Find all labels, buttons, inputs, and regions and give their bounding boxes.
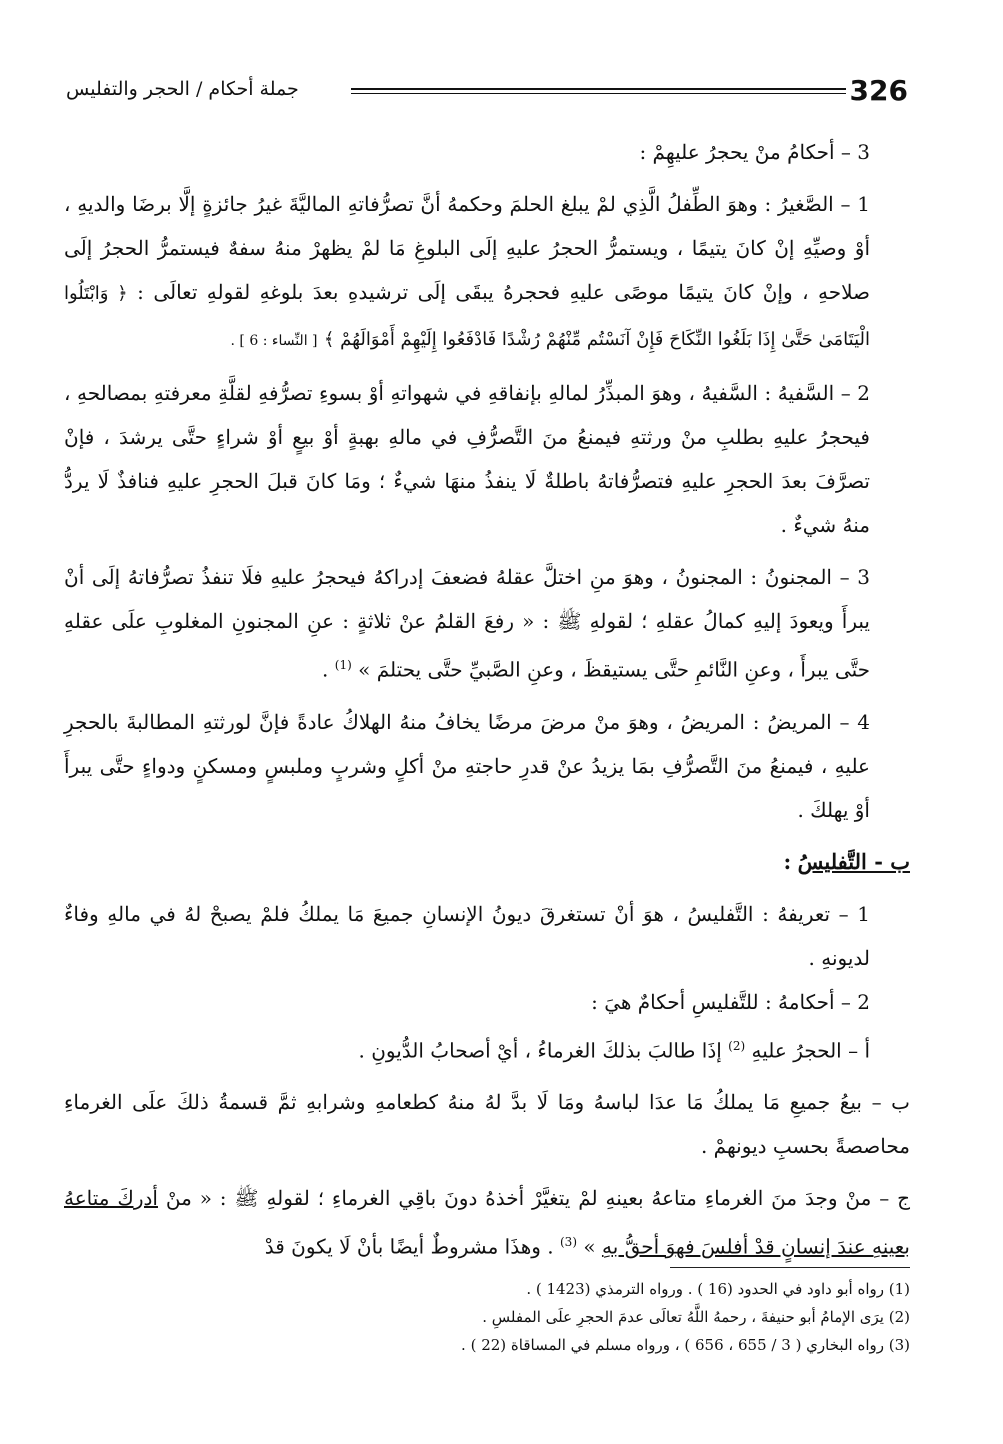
paragraph-majnun-text: 3 – المجنونُ : المجنونُ ، وهوَ منِ اختلَّ عقلهُ فضعفَ إدراكهُ فيحجرُ عليهِ فلَا تنفذُ تصرُّفاتهُ إلَى أنْ يبرأَ ويعودَ إليهِ كمالُ عقلهِ ؛ لقولهِ ﷺ : « رفعَ القلمُ عنْ ثلاثةٍ : عنِ المجنونِ المغلوبِ علَى عقلهِ حتَّى يبرأَ ، وعنِ النَّائمِ حتَّى يستيقظَ ، وعنِ الصَّبيِّ حتَّى يحتلمَ » [64,565,870,682]
ruling-a-pre: أ – الحجرُ عليهِ [751,1038,870,1063]
paragraph-rulings: 2 – أحكامهُ : للتَّفليسِ أحكامٌ هيَ : [591,989,870,1014]
paragraph-minor-text: 1 – الصَّغيرُ : وهوَ الطِّفلُ الَّذِي لمْ يبلغ الحلمَ وحكمهُ أنَّ تصرُّفاتهِ الماليَّةَ غيرُ جائزةٍ إلَّا برضَا والديهِ ، أوْ وصيِّهِ إنْ كانَ يتيمًا ، ويستمرُّ الحجرُ عليهِ إلَى البلوغِ مَا لمْ يظهرْ منهُ سفهٌ فيستمرُّ الحجرُ إلَى صلاحهِ ، وإنْ كانَ يتيمًا موصًى عليهِ فحجرهُ يبقَى إلَى ترشيدهِ بعدَ بلوغهِ لقولهِ تعالَى : [64,192,870,304]
section-heading-b [64,840,910,884]
header-rule-thin [351,93,846,94]
paragraph-minor [64,182,910,363]
ruling-b: ب – بيعُ جميعِ مَا يملكُ مَا عدَا لباسهُ ومَا لَا بدَّ لهُ منهُ كطعامهِ وشرابهِ ثمَّ قسمةُ ذلكَ علَى الغرماءِ محاصصةً بحسبِ ديونهمْ . [64,1090,910,1159]
paragraph-definition: 1 – تعريفهُ : التَّفليسُ ، هوَ أنْ تستغرقَ ديونُ الإنسانِ جميعَ مَا يملكُ فلمْ يصبحْ لهُ في مالهِ وفاءٌ لديونهِ . [64,901,870,970]
footnote-ref-1: (1) [334,658,352,672]
footnotes [64,1275,910,1359]
footnote-3: (3) رواه البخاري ( 3 / 655 ، 656 ) ، ورواه مسلم في المساقاة (22 ) . [461,1336,910,1354]
footnote-1: (1) رواه أبو داود في الحدود (16 ) . ورواه الترمذي (1423 ) . [526,1280,910,1298]
paragraph-marid: 4 – المريضُ : المريضُ ، وهوَ منْ مرضَ مرضًا يخافُ منهُ الهلاكُ عادةً فإنَّ لورثتهِ المطالبةَ بالحجرِ عليهِ ، فيمنعُ منَ التَّصرُّفِ بمَا يزيدُ عنْ قدرِ حاجتهِ منْ أكلٍ وشربٍ وملبسٍ ومسكنٍ ودواءٍ حتَّى يبرأَ أوْ يهلكَ . [64,709,870,822]
section-heading-3: 3 – أحكامُ منْ يحجرُ عليهِمْ : [639,140,870,164]
paragraph-safih: 2 – السَّفيهُ : السَّفيهُ ، وهوَ المبذِّرُ لمالهِ بإنفاقهِ في شهواتهِ أوْ بسوءِ تصرُّفهِ لقلَّةِ معرفتهِ بمصالحهِ ، فيحجرُ عليهِ بطلبِ منْ ورثتهِ فيمنعُ منَ التَّصرُّفِ في مالهِ بهبةٍ أوْ بيعٍ أوْ شراءٍ حتَّى يرشدَ ، فإنْ تصرَّفَ بعدَ الحجرِ عليهِ فتصرُّفاتهُ باطلةٌ لَا ينفذُ منهَا شيءٌ ؛ ومَا كانَ قبلَ الحجرِ عليهِ فنافذٌ لَا يردُّ منهُ شيءٌ . [64,381,870,537]
ruling-a [64,1024,910,1073]
heading-taflis: ب - التَّفليسُ [797,848,910,874]
ruling-c-pre: ج – منْ وجدَ منَ الغرماءِ متاعهُ بعينهِ لمْ يتغيَّرْ أخذهُ دونَ باقِي الغرماءِ ؛ لقولهِ ﷺ : « منْ [165,1186,911,1211]
running-title: جملة أحكام / الحجر والتفليس [66,78,299,100]
footnote-ref-2: (2) [728,1038,746,1053]
ruling-c-post: . وهذَا مشروطٌ أيضًا بأنْ لَا يكونَ قدْ [264,1234,554,1259]
ruling-c [64,1176,910,1269]
hadith-close-quote: » [583,1234,596,1259]
footnote-ref-3: (3) [559,1235,577,1250]
quran-verse: ﴿ وَابْتَلُوا الْيَتَامَىٰ حَتَّىٰ إِذَا بَلَغُوا النِّكَاحَ فَإِنْ آنَسْتُم مِّنْهُمْ رُشْدًا فَادْفَعُوا إِلَيْهِمْ أَمْوَالَهُمْ ﴾ [64,283,870,350]
footnote-separator [670,1267,910,1268]
paragraph-majnun [64,555,910,692]
footnote-2: (2) يرَى الإمامُ أبو حنيفةَ ، رحمهُ اللَّهُ تعالَى عدمَ الحجرِ علَى المفلسِ . [482,1308,910,1326]
sentence-end: . [322,657,329,682]
page-header [66,70,908,120]
main-text [64,130,910,1269]
ruling-a-post: إذَا طالبَ بذلكَ الغرماءُ ، أيْ أصحابُ الدُّيونِ . [358,1038,722,1063]
header-rule [351,88,846,90]
hadith-underlined: أدركَ متاعهُ بعينهِ عندَ إنسانٍ قدْ أفلسَ فهوَ أحقُّ بهِ [64,1186,910,1259]
quran-reference: [ النِّساء : 6 ] . [230,333,318,349]
heading-colon: : [783,848,792,874]
page-number: 326 [849,74,908,107]
